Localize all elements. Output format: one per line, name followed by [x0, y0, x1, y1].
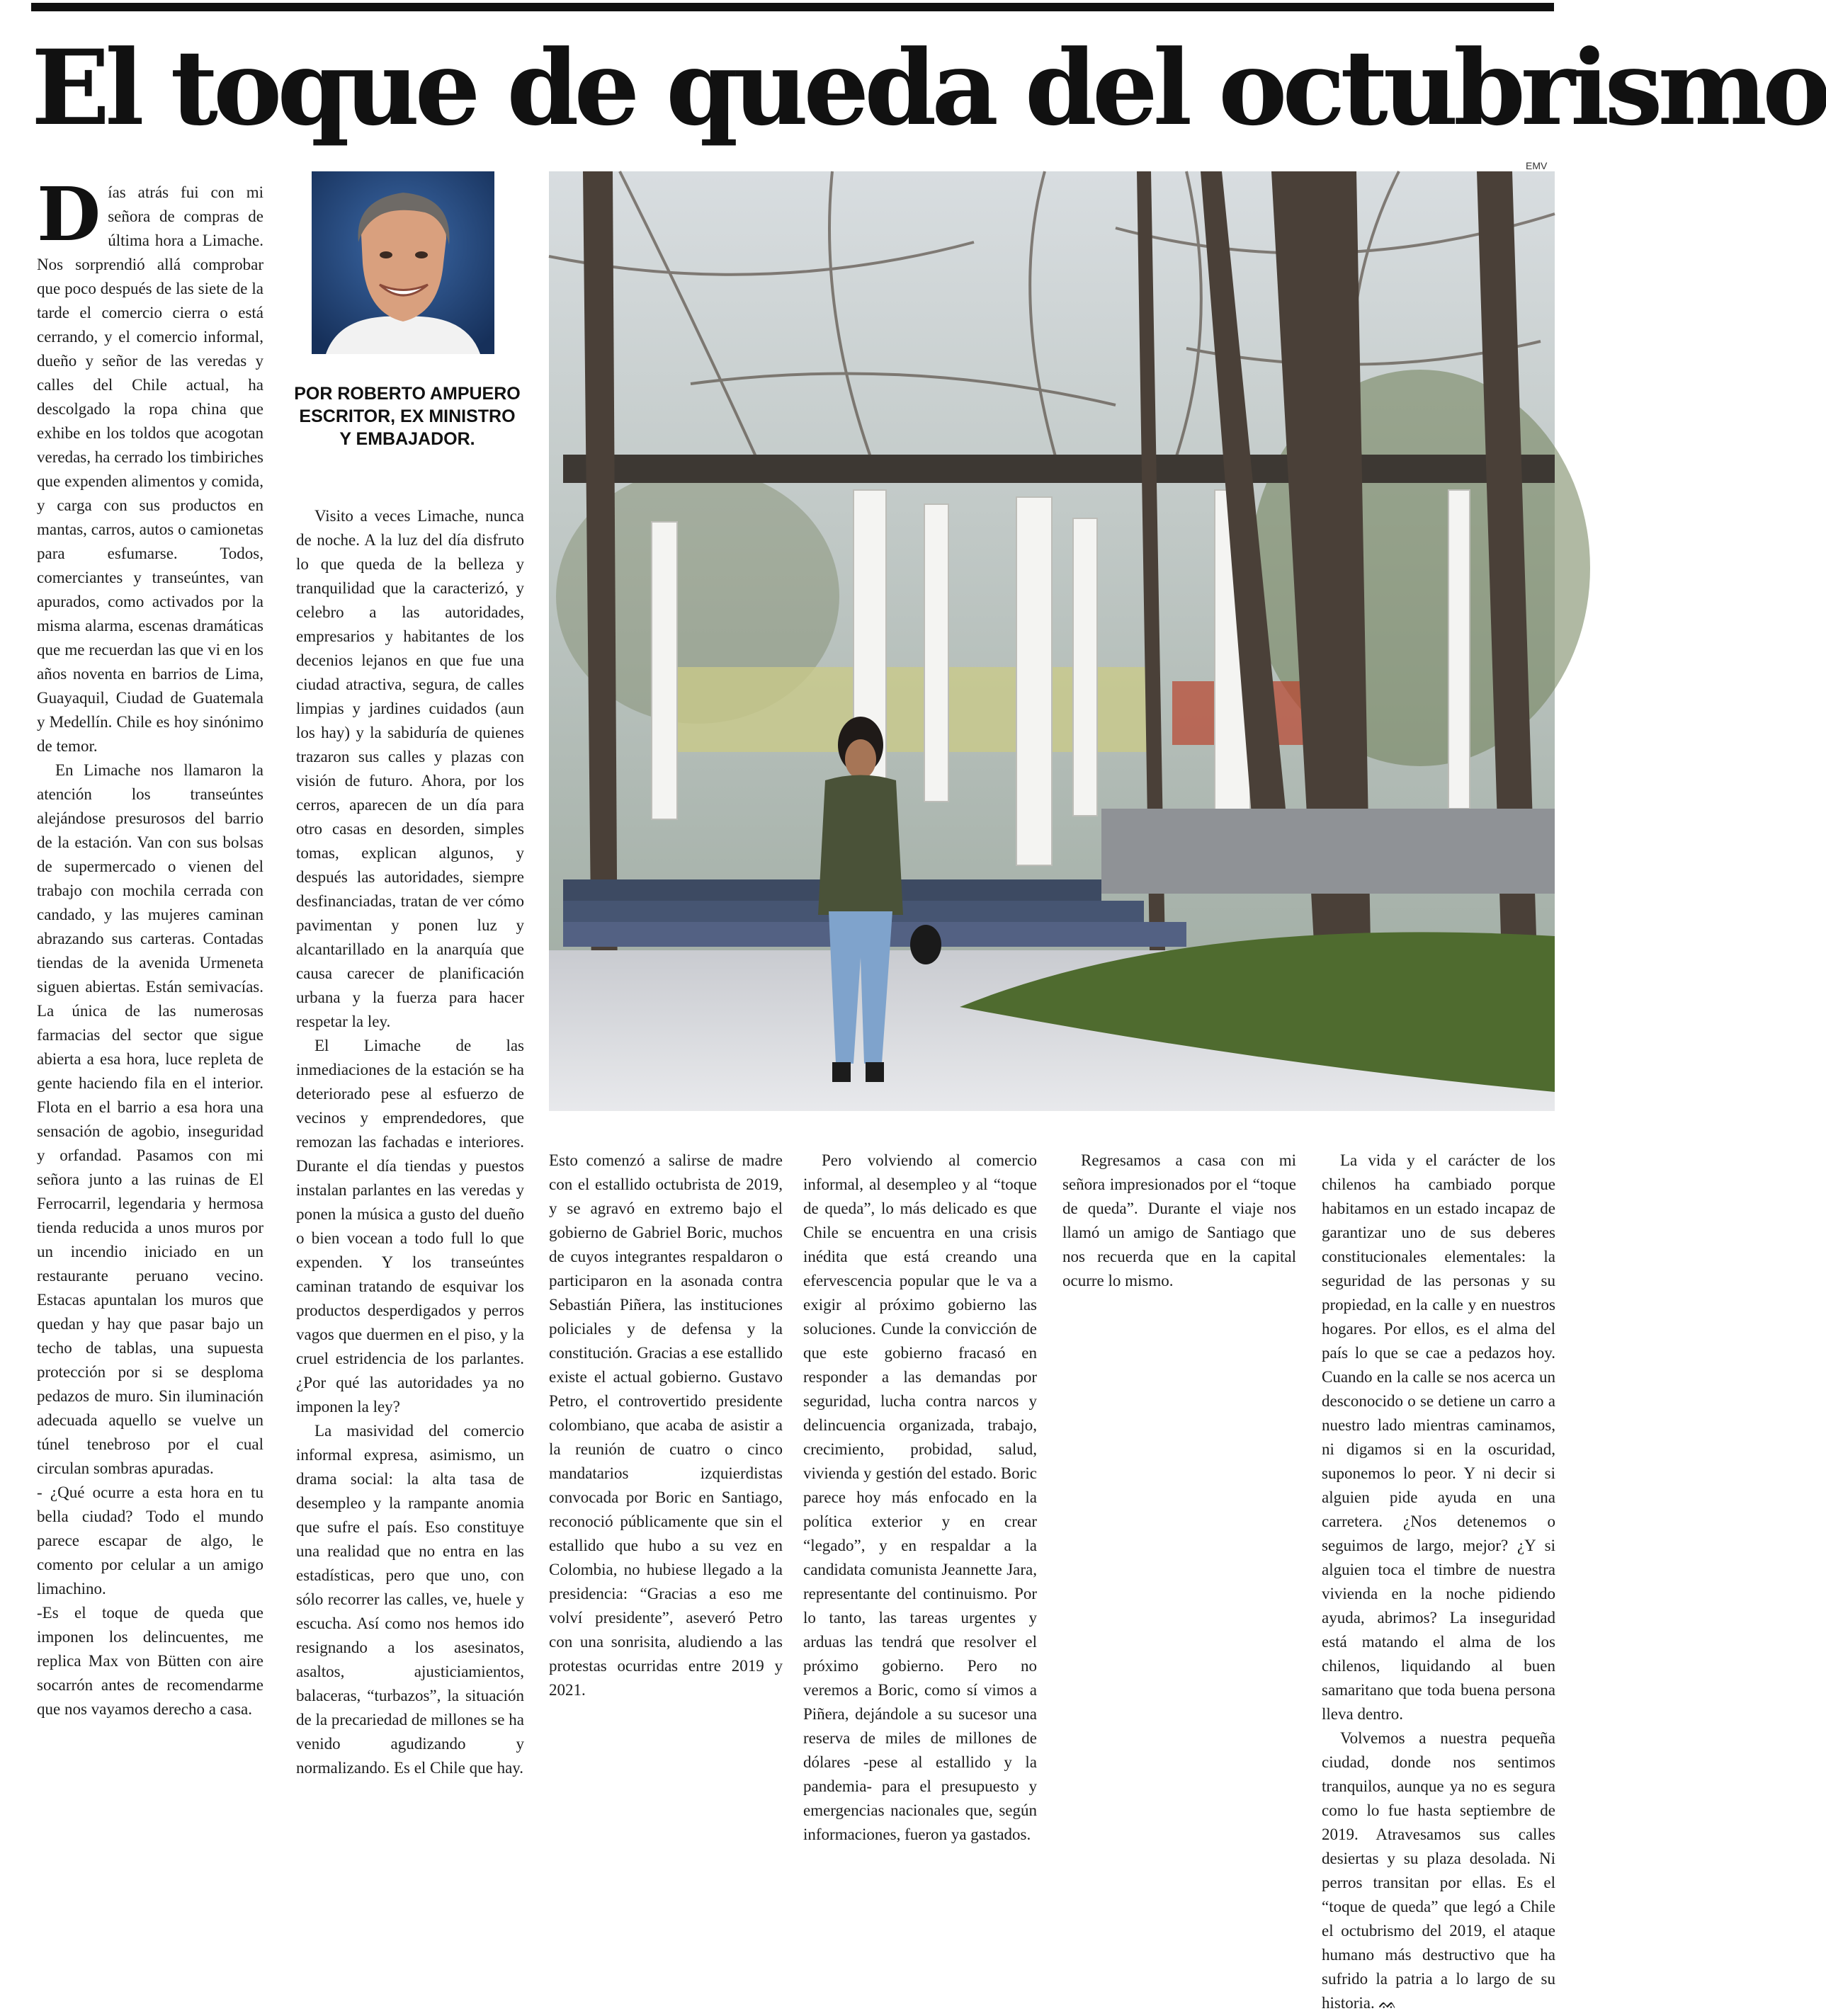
paragraph-8: Esto comenzó a salirse de madre con el estallido octubrista de 2019, y se agravó en extremo bajo el gobierno de Gabriel Boric, muchos de cuyos integrantes respaldaron o participaron en la asonada contra Sebastián Piñera, las instituciones policiales y de defensa y la constitución. Gracias a ese estallido existe el actual gobierno. Gustavo Petro, el controvertido presidente colombiano, que acaba de asistir a la reunión de cuatro o cinco mandatarios izquierdistas convocada por Boric en Santiago, reconoció públicamente que sin el estallido que hubo a su vez en Colombia, no hubiese llegado a la presidencia: “Gracias a eso me volví presidente”, aseveró Petro con una sonrisita, aludiendo a las protestas ocurridas entre 2019 y 2021.: [549, 1151, 783, 1699]
text-column-4: [803, 1149, 1037, 1847]
main-photo: [549, 171, 1555, 1111]
headline: El toque de queda del octubrismo: [31, 28, 1826, 149]
paragraph-11: La vida y el carácter de los chilenos ha cambiado porque habitamos en un estado incapaz de garantizar uno de sus deberes constitucionales elementales: la seguridad de las personas y su propiedad, en la calle y en nuestros hogares. Por ellos, es el alma del país lo que se cae a pedazos hoy. Cuando en la calle se nos acerca un desconocido o se detiene un carro a nuestro lado mientras caminamos, ni digamos si en la oscuridad, suponemos lo peor. Y ni decir si alguien pide ayuda en una carretera. ¿Nos detenemos o seguimos de largo, mejor? ¿Y si alguien toca el timbre de nuestra vivienda en la noche pidiendo ayuda, abrimos? La inseguridad está matando el alma de los chilenos, liquidando al buen samaritano que toda buena persona lleva dentro.: [1322, 1151, 1555, 1723]
drop-cap: D: [37, 171, 101, 258]
byline-role-2: Y EMBAJADOR.: [339, 429, 475, 449]
photo-credit: EMV: [1526, 160, 1548, 171]
paragraph-12-text: Volvemos a nuestra pequeña ciudad, donde nos sentimos tranquilos, aunque ya no es segura como lo fue hasta septiembre de 2019. Atravesamos sus calles desiertas y su plaza desolada. Ni perros transitan por ellas. Es el “toque de queda” que legó a Chile el octubrismo del 2019, el ataque humano más destructivo que ha sufrido la patria a lo largo de su historia.: [1322, 1729, 1555, 2012]
text-column-5: [1062, 1149, 1296, 1293]
top-rule: [31, 3, 1554, 11]
text-column-6: [1322, 1149, 1555, 2016]
paragraph-6: El Limache de las inmediaciones de la estación se ha deteriorado pese al esfuerzo de vecinos y emprendedores, que remozan las fachadas e interiores. Durante el día tiendas y puestos instalan parlantes en las veredas y ponen la música a gusto del dueño o bien vocean a todo full lo que expenden. Y los transeúntes caminan tratando de esquivar los productos desperdigados y perros vagos que duermen en el piso, y la cruel estridencia de los parlantes. ¿Por qué las autoridades ya no imponen la ley?: [296, 1037, 524, 1416]
paragraph-7: La masividad del comercio informal expresa, asimismo, un drama social: la alta tasa de desempleo y la rampante anomia que sufre el país. Eso constituye una realidad que no entra en las estadísticas, pero que uno, con sólo recorrer las calles, ve, huele y escucha. Así como nos hemos ido resignando a los asesinatos, asaltos, ajusticiamientos, balaceras, “turbazos”, la situación de la precariedad de millones se ha venido agudizando y normalizando. Es el Chile que hay.: [296, 1422, 524, 1777]
author-portrait: [312, 171, 494, 354]
text-column-3: [549, 1149, 783, 1702]
plaza-photo-illustration: [549, 171, 1555, 1111]
paragraph-5: Visito a veces Limache, nunca de noche. A la luz del día disfruto lo que queda de la belleza y tranquilidad que la caracterizó, y celebro a las autoridades, empresarios y habitantes de los decenios lejanos en que fue una ciudad atractiva, segura, de calles limpias y jardines cuidados (aun los hay) y la sabiduría de quienes trazaron sus calles y plazas con visión de futuro. Ahora, por los cerros, aparecen de un día para otro casas en desorden, simples tomas, explican algunos, y después las autoridades, siempre desfinanciadas, tratan de ver cómo pavimentan y ponen luz y alcantarillado en la anarquía que causa carecer de planificación urbana y la fuerza para hacer respetar la ley.: [296, 507, 524, 1030]
text-column-1: [37, 171, 263, 1721]
paragraph-12: [1322, 1726, 1555, 2016]
byline-role: ESCRITOR, EX MINISTRO: [299, 406, 516, 426]
text-column-2: [296, 504, 524, 1780]
paragraph-3: - ¿Qué ocurre a esta hora en tu bella ciudad? Todo el mundo parece escapar de algo, le comento por celular a un amigo limachino.: [37, 1483, 263, 1598]
paragraph-2: En Limache nos llamaron la atención los transeúntes alejándose presurosos del barrio de la estación. Van con sus bolsas de supermercado o vienen del trabajo con mochila cerrada con candado, y las mujeres caminan abrazando sus carteras. Contadas tiendas de la avenida Urmeneta siguen abiertas. Están semivacías. La única de las numerosas farmacias del sector que sigue abierta a esa hora, luce repleta de gente haciendo fila en el interior. Flota en el barrio a esa hora una sensación de agobio, inseguridad y orfandad. Pasamos con mi señora junto a las ruinas de El Ferrocarril, legendaria y hermosa tienda reducida a unos muros por un incendio iniciado en un restaurante peruano vecino. Estacas apuntalan los muros que quedan y hay que pasar bajo un techo de tablas, una supuesta protección por si se desploma pedazos de muro. Sin iluminación adecuada aquello se vuelve un túnel tenebroso por el cual circulan sombras apuradas.: [37, 761, 263, 1477]
paragraph-10: Regresamos a casa con mi señora impresionados por el “toque de queda”. Durante el viaje nos llamó un amigo de Santiago que nos recuerda que en la capital ocurre lo mismo.: [1062, 1151, 1296, 1289]
paragraph-1: [37, 171, 263, 758]
paragraph-4: -Es el toque de queda que imponen los delincuentes, me replica Max von Bütten con aire socarrón antes de recomendarme que nos vayamos derecho a casa.: [37, 1604, 263, 1718]
paragraph-1-text: ías atrás fui con mi señora de compras de última hora a Limache. Nos sorprendió allá comprobar que poco después de las siete de la tarde el comercio cierra o está cerrando, y el comercio informal, dueño y señor de las veredas y calles del Chile actual, ha descolgado la ropa china que exhibe en los toldos que acogotan veredas, ha cerrado los timbiriches que expenden alimentos y comida, y carga con sus productos en mantas, carros, autos o camionetas para esfumarse. Todos, comerciantes y transeúntes, van apurados, como activados por la misma alarma, escenas dramáticas que me recuerdan las que vi en los años noventa en barrios de Lima, Guayaquil, Ciudad de Guatemala y Medellín. Chile es hoy sinónimo de temor.: [37, 183, 263, 755]
end-mark: ᨐ: [1378, 1995, 1397, 2012]
author-portrait-image: [312, 171, 494, 354]
byline-author: POR ROBERTO AMPUERO: [294, 384, 521, 404]
byline: [287, 382, 528, 450]
paragraph-9: Pero volviendo al comercio informal, al desempleo y al “toque de queda”, lo más delicado es que Chile se encuentra en una crisis inédita que está creando una efervescencia popular que le va a exigir al próximo gobierno las soluciones. Cunde la convicción de que este gobierno fracasó en responder a las demandas por seguridad, lucha contra narcos y delincuencia organizada, trabajo, crecimiento, probidad, salud, vivienda y gestión del estado. Boric parece hoy más enfocado en la política exterior y en crear “legado”, y en respaldar a la candidata comunista Jeannette Jara, representante del continuismo. Por lo tanto, las tareas urgentes y arduas las tendrá que resolver el próximo gobierno. Pero no veremos a Boric, como sí vimos a Piñera, dejándole a su sucesor una reserva de miles de millones de dólares -pese al estallido y la pandemia- para el presupuesto y emergencias nacionales que, según informaciones, fueron ya gastados.: [803, 1151, 1037, 1843]
